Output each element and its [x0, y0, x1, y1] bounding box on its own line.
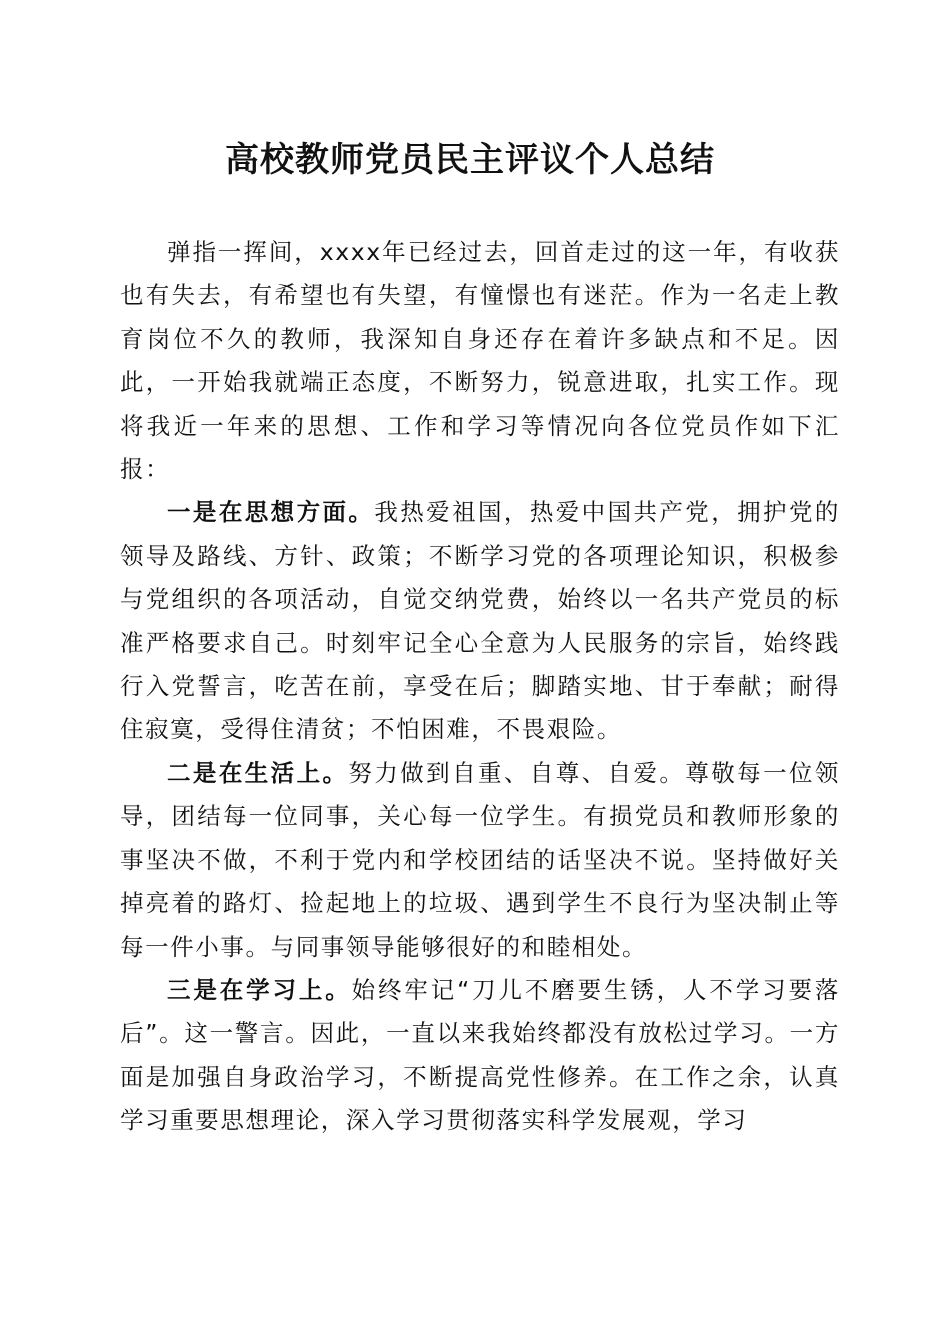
paragraph-lead: 三是在学习上。 — [167, 975, 352, 1004]
paragraph-text: 始终牢记“刀儿不磨要生锈，人不学习要落后”。这一警言。因此，一直以来我始终都没有放松过学习。一方面是加强自身政治学习，不断提高党性修养。在工作之余，认真学习重要思想理论，深入学习贯彻落实科学发展观，学习 — [120, 975, 841, 1135]
paragraph-study — [120, 969, 840, 1143]
paragraph-text: 努力做到自重、自尊、自爱。尊敬每一位领导，团结每一位同事，关心每一位学生。有损党员和教师形象的事坚决不做，不利于党内和学校团结的话坚决不说。坚持做好关掉亮着的路灯、捡起地上的垃圾、遇到学生不良行为坚决制止等每一件小事。与同事领导能够很好的和睦相处。 — [120, 758, 841, 961]
paragraph-thought — [120, 491, 840, 751]
paragraph-text: 弹指一挥间，xxxx年已经过去，回首走过的这一年，有收获也有失去，有希望也有失望，有憧憬也有迷茫。作为一名走上教育岗位不久的教师，我深知自身还存在着许多缺点和不足。因此，一开始我就端正态度，不断努力，锐意进取，扎实工作。现将我近一年来的思想、工作和学习等情况向各位党员作如下汇报： — [120, 238, 840, 484]
paragraph-text: 我热爱祖国，热爱中国共产党，拥护党的领导及路线、方针、政策；不断学习党的各项理论知识，积极参与党组织的各项活动，自觉交纳党费，始终以一名共产党员的标准严格要求自己。时刻牢记全心全意为人民服务的宗旨，始终践行入党誓言，吃苦在前，享受在后；脚踏实地、甘于奉献；耐得住寂寞，受得住清贫；不怕困难，不畏艰险。 — [120, 498, 840, 744]
document-title: 高校教师党员民主评议个人总结 — [225, 140, 715, 180]
paragraph-life — [120, 752, 840, 969]
paragraph-lead: 一是在思想方面。 — [167, 498, 375, 527]
document-body — [120, 231, 840, 1143]
paragraph-lead: 二是在生活上。 — [167, 758, 349, 787]
paragraph-intro — [120, 231, 840, 491]
